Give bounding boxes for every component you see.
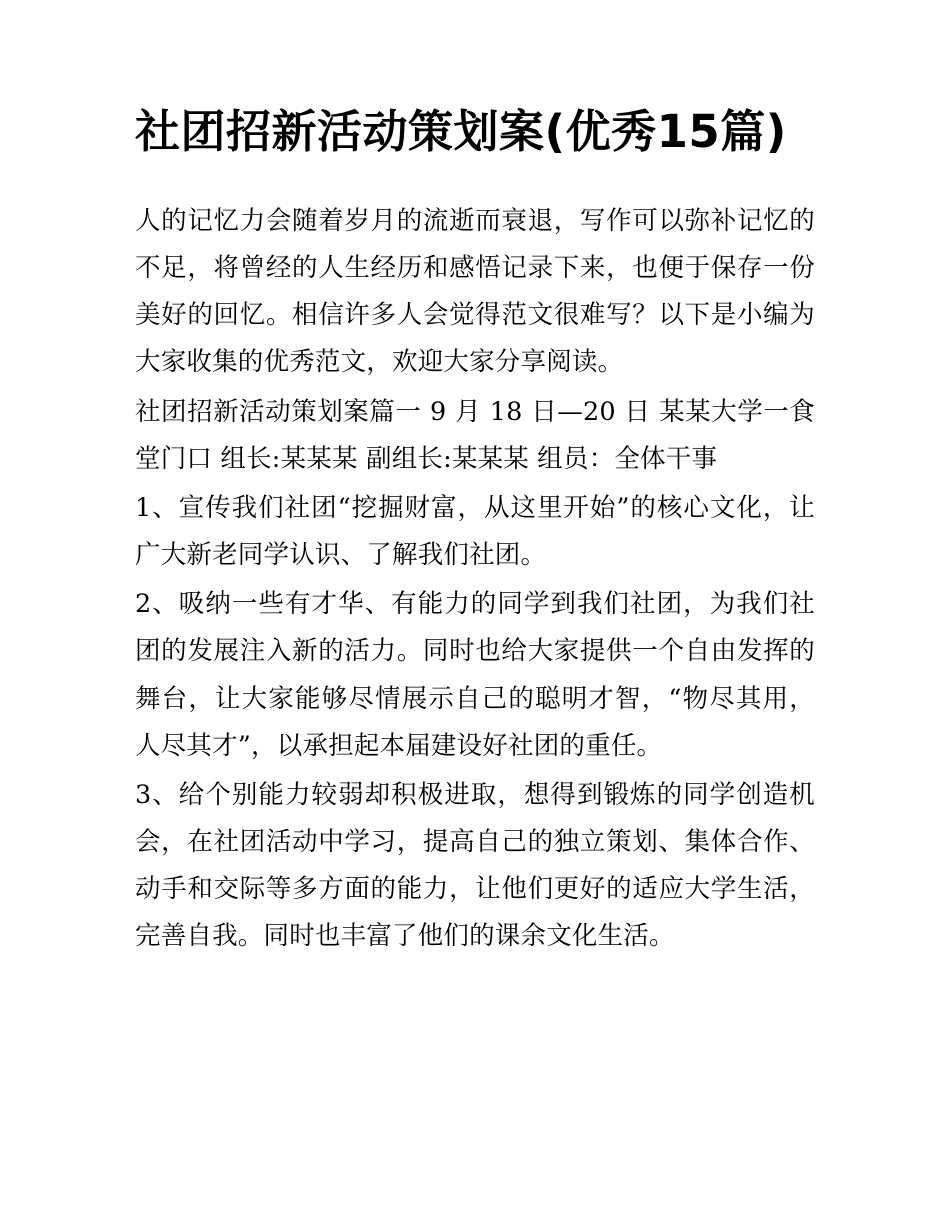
paragraph-item-1: 1、宣传我们社团“挖掘财富，从这里开始”的核心文化，让广大新老同学认识、了解我们社团。: [135, 492, 815, 571]
paragraph-item-2: 2、吸纳一些有才华、有能力的同学到我们社团，为我们社团的发展注入新的活力。同时也给大家提供一个自由发挥的舞台，让大家能够尽情展示自己的聪明才智，“物尽其用，人尽其才”，以承担起本届建设好社团的重任。: [135, 589, 815, 761]
paragraph-item-3: 3、给个别能力较弱却积极进取，想得到锻炼的同学创造机会，在社团活动中学习，提高自己的独立策划、集体合作、动手和交际等多方面的能力，让他们更好的适应大学生活，完善自我。同时也丰富了他们的课余文化生活。: [135, 779, 815, 952]
page-title: 社团招新活动策划案(优秀15篇): [135, 105, 787, 158]
paragraph-intro: 人的记忆力会随着岁月的流逝而衰退，写作可以弥补记忆的不足，将曾经的人生经历和感悟记录下来，也便于保存一份美好的回忆。相信许多人会觉得范文很难写？以下是小编为大家收集的优秀范文，欢迎大家分享阅读。: [135, 205, 815, 378]
paragraph-section-header: 社团招新活动策划案篇一 9 月 18 日—20 日 某某大学一食堂门口 组长:某某某 副组长:某某某 组员：全体干事: [135, 396, 815, 474]
